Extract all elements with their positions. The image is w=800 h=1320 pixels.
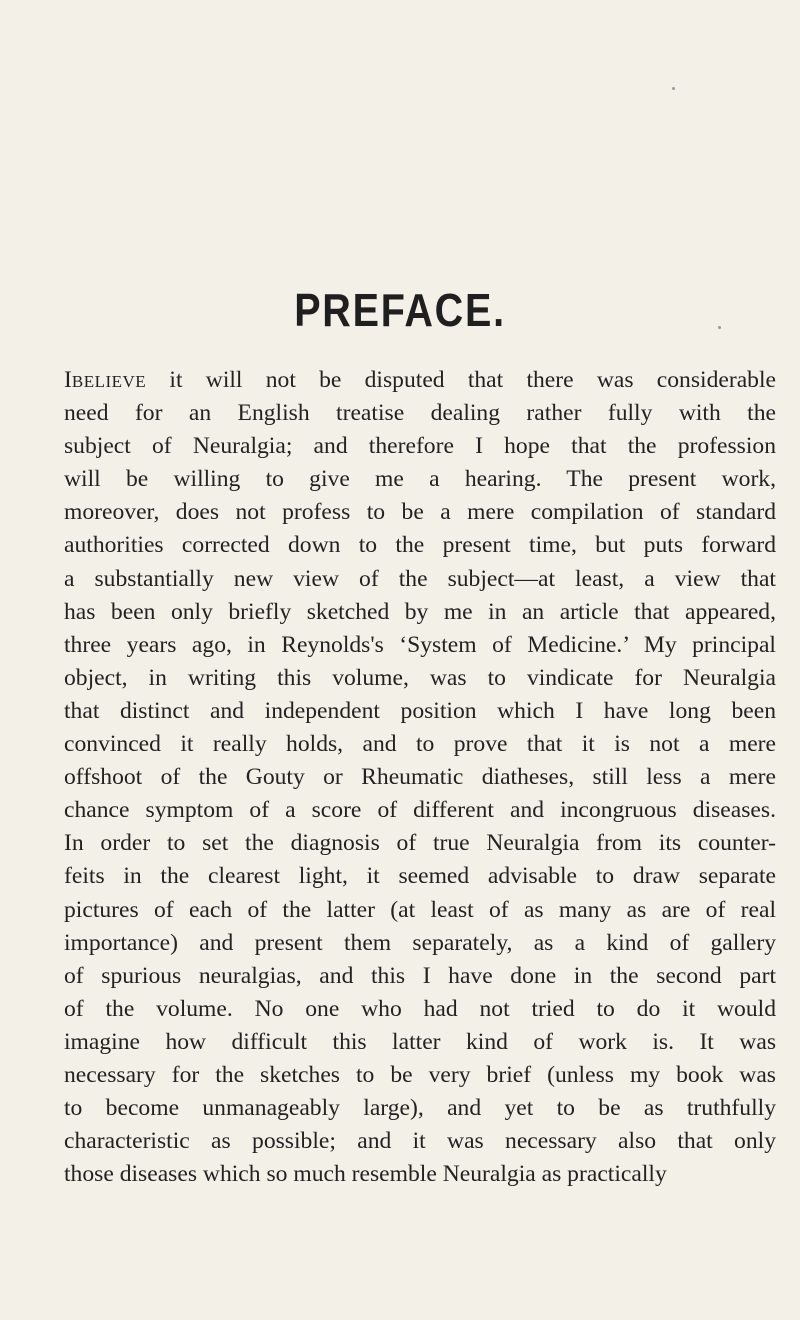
text-line: characteristic as possible; and it was necessary also that only	[64, 1128, 776, 1155]
text-line: to become unmanageably large), and yet to be as truthfully	[64, 1095, 776, 1122]
opening-word-initial: I	[64, 367, 72, 393]
text-line: In order to set the diagnosis of true Neuralgia from its counter-	[64, 830, 776, 857]
text-line: feits in the clearest light, it seemed advisable to draw separate	[64, 863, 776, 890]
text-line: of the volume. No one who had not tried to do it would	[64, 995, 776, 1022]
text-line: necessary for the sketches to be very brief (unless my book was	[64, 1061, 776, 1088]
text-line: need for an English treatise dealing rather fully with the	[64, 400, 776, 427]
text-line: offshoot of the Gouty or Rheumatic diatheses, still less a mere	[64, 764, 776, 791]
text-line: that distinct and independent position which I have long been	[64, 697, 776, 724]
text-line: those diseases which so much resemble Neuralgia as practically	[64, 1161, 667, 1188]
text-line: convinced it really holds, and to prove that it is not a mere	[64, 731, 776, 758]
text-line-1	[64, 364, 776, 397]
preface-body	[64, 364, 776, 1191]
opening-word-smallcaps: believe	[71, 367, 147, 393]
paper-speck	[672, 87, 675, 90]
text-line: chance symptom of a score of different and incongruous diseases.	[64, 797, 776, 824]
text-line: has been only briefly sketched by me in an article that appeared,	[64, 598, 776, 625]
text-line: moreover, does not profess to be a mere compilation of standard	[64, 499, 776, 526]
first-line-rest: it will not be disputed that there was considerable	[146, 367, 776, 393]
text-line: pictures of each of the latter (at least of as many as are of real	[64, 896, 776, 923]
text-line: subject of Neuralgia; and therefore I hope that the profession	[64, 433, 776, 460]
text-line: three years ago, in Reynolds's ‘System of Medicine.’ My principal	[64, 631, 776, 658]
text-line: object, in writing this volume, was to vindicate for Neuralgia	[64, 664, 776, 691]
text-line: of spurious neuralgias, and this I have done in the second part	[64, 962, 776, 989]
text-line: imagine how difficult this latter kind of work is. It was	[64, 1028, 776, 1055]
page-title: PREFACE.	[294, 284, 506, 336]
text-line: importance) and present them separately, as a kind of gallery	[64, 929, 776, 956]
text-line: a substantially new view of the subject—at least, a view that	[64, 565, 776, 592]
text-line: will be willing to give me a hearing. The present work,	[64, 466, 776, 493]
text-line: authorities corrected down to the present time, but puts forward	[64, 532, 776, 559]
